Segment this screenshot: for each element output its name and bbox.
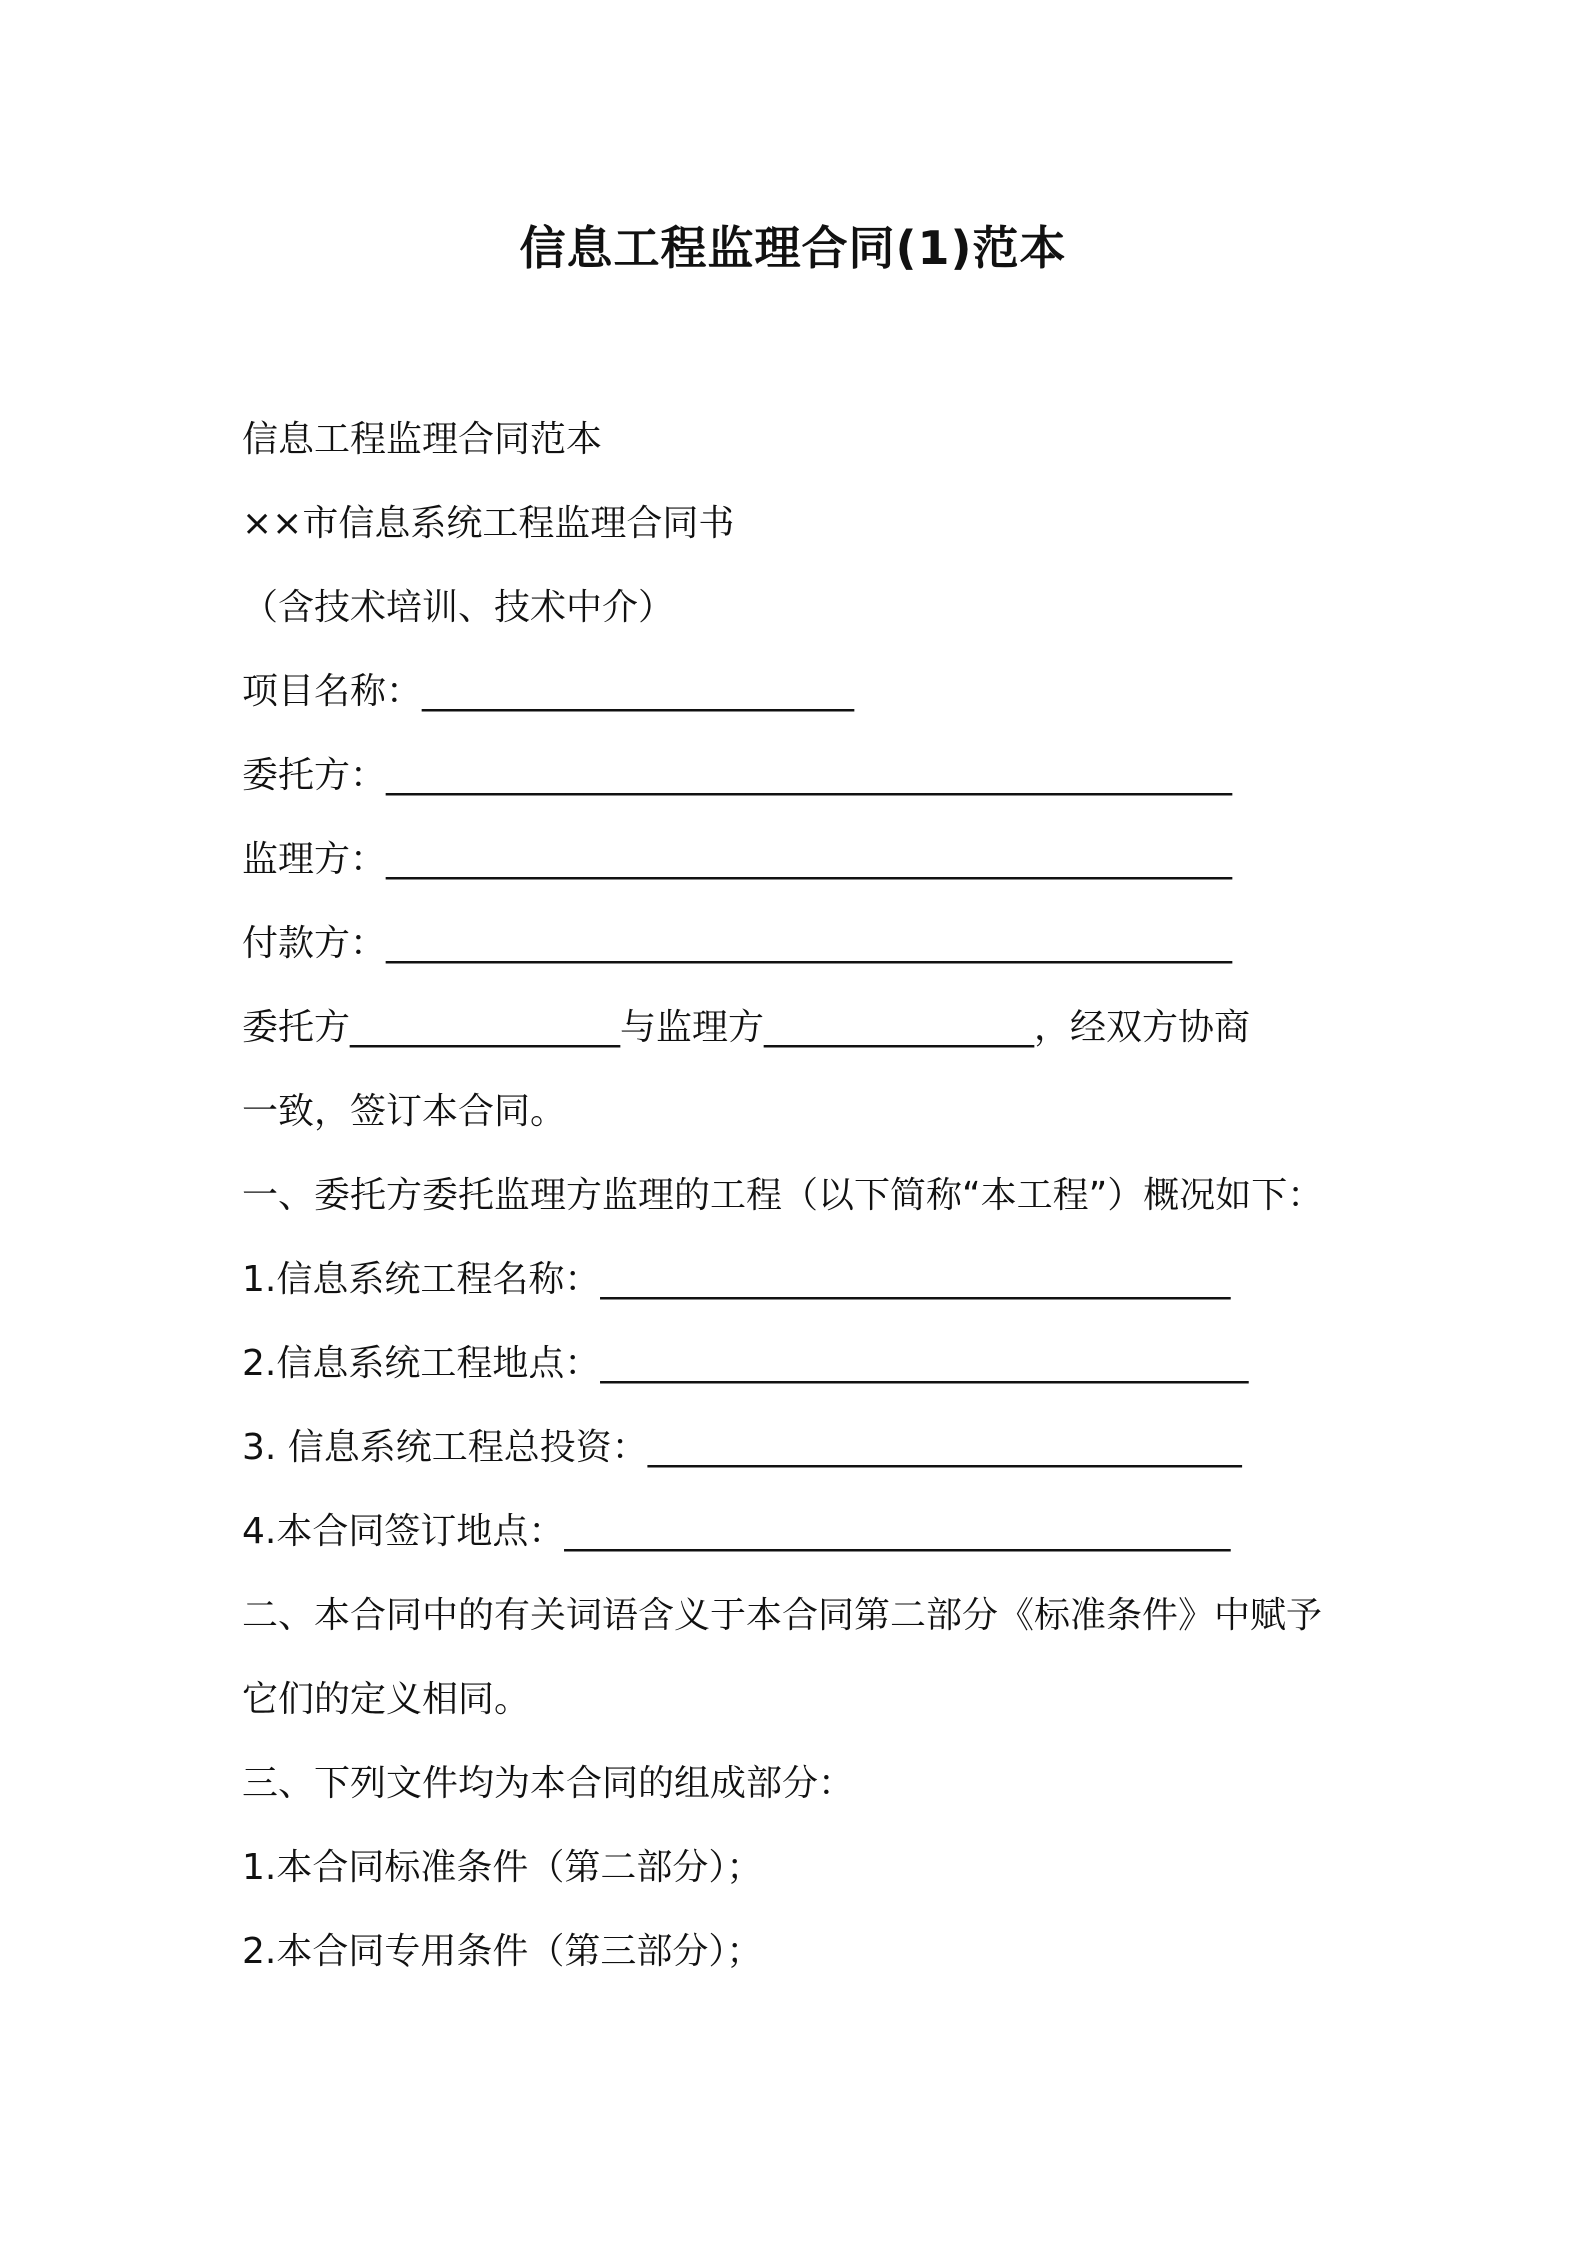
contract-subtitle: （含技术培训、技术中介） [242,587,675,628]
document-list-item-2: 2.本合同专用条件（第三部分）； [242,1931,763,1972]
project-name-field: 项目名称：________________________ [242,671,855,712]
project-investment-field: 3. 信息系统工程总投资：_________________________________ [242,1427,1242,1468]
section-two-continued: 它们的定义相同。 [242,1679,531,1720]
client-field: 委托方：_______________________________________________ [242,755,1233,796]
agreement-sentence-continued: 一致，签订本合同。 [242,1091,567,1132]
agreement-sentence: 委托方_______________与监理方_______________，经双方协商 [242,1007,1251,1048]
project-location-field: 2.信息系统工程地点：____________________________________ [242,1343,1249,1384]
supervisor-field: 监理方：_______________________________________________ [242,839,1233,880]
document-title: 信息工程监理合同(1)范本 [519,221,1067,275]
document-list-item-1: 1.本合同标准条件（第二部分）； [242,1847,763,1888]
contract-signing-location-field: 4.本合同签订地点：_____________________________________ [242,1511,1231,1552]
section-three-heading: 三、下列文件均为本合同的组成部分： [242,1763,855,1804]
project-system-name-field: 1.信息系统工程名称：___________________________________ [242,1259,1231,1300]
payer-field: 付款方：_______________________________________________ [242,923,1233,964]
contract-heading: 信息工程监理合同范本 [242,419,603,460]
section-one-heading: 一、委托方委托监理方监理的工程（以下简称“本工程”）概况如下： [242,1175,1324,1216]
contract-name: ××市信息系统工程监理合同书 [242,503,735,544]
document-body [242,398,1372,1994]
section-two-heading: 二、本合同中的有关词语含义于本合同第二部分《标准条件》中赋予 [242,1595,1323,1636]
